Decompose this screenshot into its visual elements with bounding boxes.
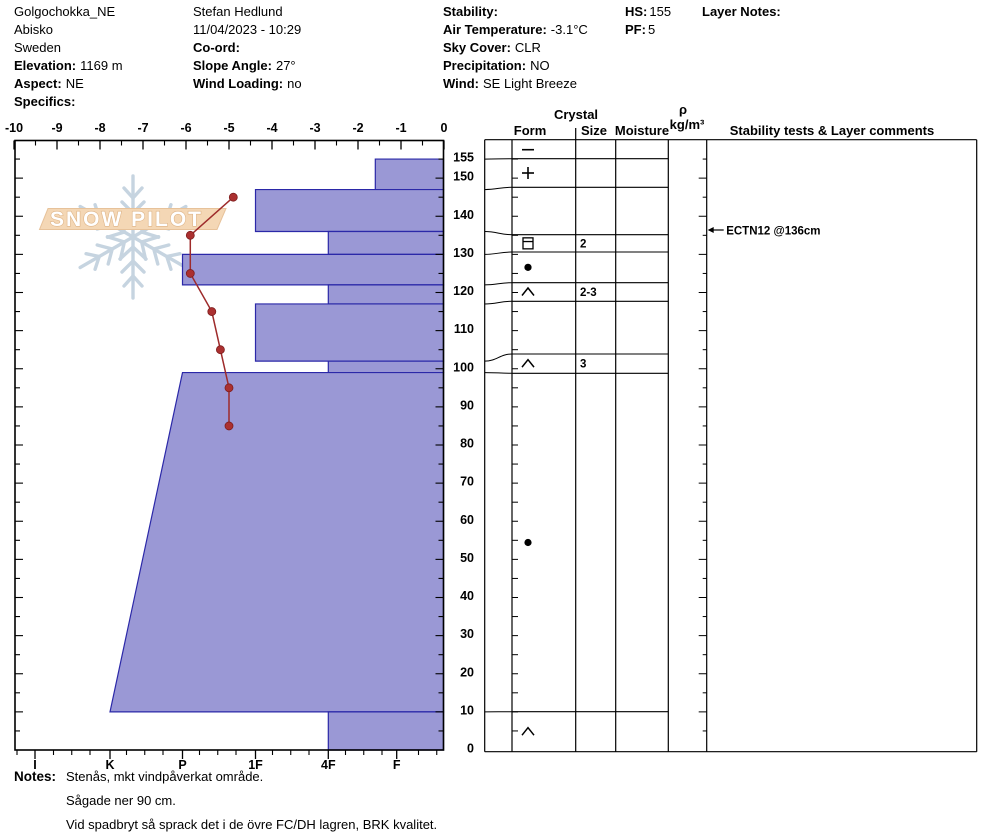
sky-cover-line: Sky Cover: CLR — [443, 40, 541, 55]
coord-line: Co-ord: — [193, 40, 240, 55]
site-area: Abisko — [14, 22, 54, 37]
depth-labels — [453, 151, 474, 756]
logo-text: SNOW PILOT — [50, 208, 203, 231]
svg-text:80: 80 — [460, 436, 474, 451]
specifics-line: Specifics: — [14, 94, 76, 109]
layer-table — [485, 128, 977, 752]
svg-text:155: 155 — [453, 150, 474, 165]
wind-loading-line: Wind Loading: no — [193, 76, 302, 91]
layer-bar — [328, 712, 443, 750]
svg-text:10: 10 — [460, 703, 474, 718]
wind-line: Wind: SE Light Breeze — [443, 76, 577, 91]
svg-text:K: K — [105, 758, 115, 772]
layer-bar — [256, 304, 444, 361]
layer-bar — [328, 232, 443, 255]
svg-text:-3: -3 — [309, 121, 321, 135]
note-line: Vid spadbryt så sprack det i de övre FC/DH lagren, BRK kvalitet. — [66, 817, 438, 832]
col-header-size: Size — [580, 123, 607, 138]
svg-text:-2: -2 — [352, 121, 364, 135]
aspect-line: Aspect: NE — [14, 76, 84, 91]
temperature-point — [208, 308, 216, 316]
layer-bar — [110, 373, 444, 712]
svg-text:90: 90 — [460, 398, 474, 413]
note-line: Sågade ner 90 cm. — [66, 793, 176, 808]
site-country: Sweden — [14, 40, 61, 55]
svg-text:-8: -8 — [94, 121, 106, 135]
layer-bar — [183, 254, 444, 285]
notes-label: Notes: — [14, 769, 57, 784]
temperature-point — [186, 231, 194, 239]
air-temp-line: Air Temperature: -3.1°C — [443, 22, 588, 37]
svg-text:40: 40 — [460, 589, 474, 603]
svg-text:3: 3 — [580, 358, 587, 371]
svg-text:2-3: 2-3 — [580, 287, 597, 299]
svg-text:ECTN12 @136cm: ECTN12 @136cm — [726, 225, 821, 238]
svg-text:2: 2 — [580, 238, 587, 251]
svg-text:0: 0 — [440, 121, 448, 135]
slope-angle-line: Slope Angle: 27° — [193, 58, 296, 73]
svg-text:-5: -5 — [223, 121, 235, 135]
svg-text:1F: 1F — [248, 758, 263, 772]
pf-line: PF: 5 — [625, 22, 656, 37]
grain-form-column — [522, 150, 597, 736]
temperature-point — [186, 269, 194, 277]
col-header-moisture: Moisture — [614, 123, 670, 138]
svg-text:140: 140 — [453, 207, 474, 222]
temperature-point — [225, 422, 233, 430]
svg-text:110: 110 — [453, 322, 474, 337]
svg-text:-4: -4 — [266, 121, 278, 135]
col-header-crystal: Crystal — [553, 107, 599, 122]
svg-text:0: 0 — [467, 741, 474, 756]
svg-text:-10: -10 — [4, 121, 24, 135]
svg-text:-6: -6 — [180, 121, 192, 135]
col-header-rho: ρ — [678, 102, 688, 117]
svg-text:-9: -9 — [51, 121, 63, 135]
svg-text:130: 130 — [453, 245, 474, 260]
hardness-bars — [110, 159, 444, 750]
svg-text:I: I — [33, 758, 37, 772]
col-header-form: Form — [513, 123, 547, 138]
site-name: Golgochokka_NE — [14, 4, 116, 19]
svg-text:F: F — [392, 758, 401, 772]
note-line: Stenås, mkt vindpåverkat område. — [66, 769, 264, 784]
layer-bar — [375, 159, 443, 190]
temperature-point — [225, 384, 233, 392]
observation-datetime: 11/04/2023 - 10:29 — [193, 22, 302, 37]
elevation-line: Elevation: 1169 m — [14, 58, 123, 73]
stability-line: Stability: — [443, 4, 498, 19]
svg-text:70: 70 — [460, 474, 474, 489]
col-header-rho-unit: kg/m³ — [669, 117, 705, 132]
svg-text:120: 120 — [453, 284, 474, 298]
hs-line: HS: 155 — [625, 4, 672, 19]
svg-text:100: 100 — [453, 360, 474, 375]
svg-text:-1: -1 — [395, 121, 407, 135]
svg-text:150: 150 — [453, 169, 474, 184]
col-header-stability: Stability tests & Layer comments — [729, 123, 935, 138]
svg-text:-7: -7 — [137, 121, 149, 135]
layer-notes-label: Layer Notes: — [702, 4, 781, 19]
layer-bar — [256, 190, 444, 232]
stability-test-annotations — [708, 226, 821, 238]
temperature-point — [229, 193, 237, 201]
svg-text:50: 50 — [460, 550, 474, 565]
svg-text:P: P — [178, 758, 187, 772]
precipitation-line: Precipitation: NO — [443, 58, 550, 73]
observer-name: Stefan Hedlund — [193, 4, 283, 19]
svg-text:20: 20 — [460, 665, 474, 680]
svg-text:4F: 4F — [321, 758, 336, 772]
temperature-axis — [5, 121, 448, 150]
layer-bar — [328, 285, 443, 304]
temperature-point — [216, 346, 224, 354]
svg-text:30: 30 — [460, 627, 474, 642]
layer-bar — [328, 361, 443, 372]
svg-text:60: 60 — [460, 512, 474, 527]
